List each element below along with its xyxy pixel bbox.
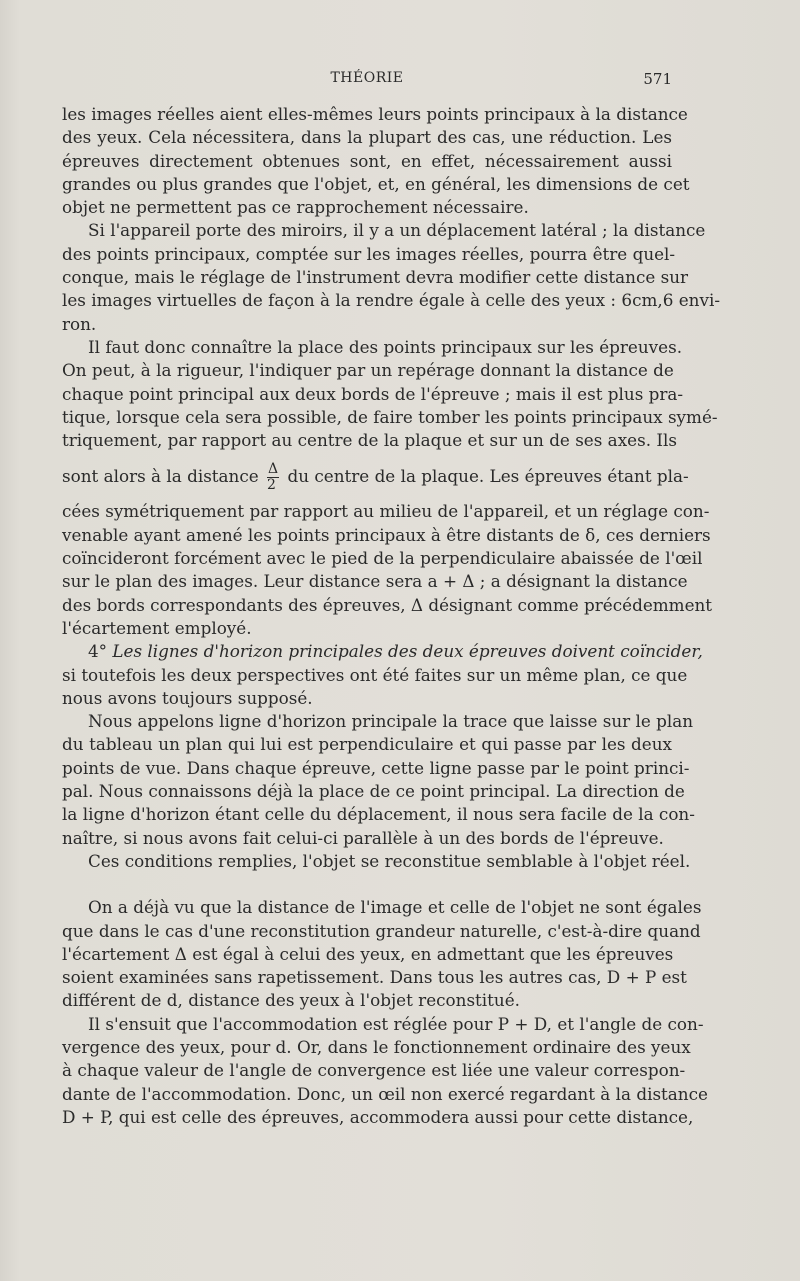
item-number: 4° [88,641,113,662]
page-number: 571 [643,70,672,88]
text-line: Nous appelons ligne d'horizon principale la trace que laisse sur le plan [88,711,694,732]
text-line: On peut, à la rigueur, l'indiquer par un repérage donnant la distance de [62,360,674,381]
text-line: ron. [62,313,97,334]
text-line: nous avons toujours supposé. [62,687,313,708]
text-line: On a déjà vu que la distance de l'image et celle de l'objet ne sont égales [88,897,702,918]
text-line: que dans le cas d'une reconstitution grandeur naturelle, c'est-à-dire quand [62,920,701,941]
paragraph-7 [62,896,702,1012]
text-line: différent de d, distance des yeux à l'objet reconstitué. [62,990,520,1011]
text-line: coïncideront forcément avec le pied de la perpendiculaire abaissée de l'œil [62,548,703,569]
text-line: naître, si nous avons fait celui-ci parallèle à un des bords de l'épreuve. [62,827,664,848]
running-title: THÉORIE [330,70,404,86]
text-line: Il faut donc connaître la place des points principaux sur les épreuves. [88,336,683,357]
text-line: des bords correspondants des épreuves, Δ désignant comme précédemment [62,594,713,615]
paragraph-2 [62,219,721,335]
text-line: Si l'appareil porte des miroirs, il y a un déplacement latéral ; la distance [88,220,706,241]
text-line: les images réelles aient elles-mêmes leurs points principaux à la distance [62,104,688,124]
italic-statement: Les lignes d'horizon principales des deux épreuves doivent coïncider, [112,641,703,662]
text-line: venable ayant amené les points principaux à être distants de δ, ces derniers [62,524,711,545]
text-line: points de vue. Dans chaque épreuve, cette ligne passe par le point princi- [62,757,690,778]
text-line: du tableau un plan qui lui est perpendiculaire et qui passe par les deux [62,734,672,755]
text-line: grandes ou plus grandes que l'objet, et, en général, les dimensions de cet [62,173,690,194]
text-line: sur le plan des images. Leur distance sera a + Δ ; a désignant la distance [62,571,688,592]
text-line: des yeux. Cela nécessitera, dans la plupart des cas, une réduction. Les [62,127,672,148]
text-line: cées symétriquement par rapport au milieu de l'appareil, et un réglage con- [62,501,710,522]
text-line: épreuves directement obtenues sont, en effet, nécessairement aussi [62,150,672,171]
running-header [62,70,672,94]
text-line: objet ne permettent pas ce rapprochement nécessaire. [62,197,529,218]
text-line: triquement, par rapport au centre de la plaque et sur un de ses axes. Ils [62,430,677,451]
text-line: à chaque valeur de l'angle de convergence est liée une valeur correspon- [62,1060,686,1081]
text-line: Ces conditions remplies, l'objet se reconstitue semblable à l'objet réel. [88,850,691,871]
text-line: si toutefois les deux perspectives ont été faites sur un même plan, ce que [62,664,688,685]
text-line: les images virtuelles de façon à la rendre égale à celle des yeux : 6cm,6 envi- [62,290,721,311]
text-line: l'écartement employé. [62,617,252,638]
fraction-line-after: du centre de la plaque. Les épreuves étant pla- [287,466,689,487]
text-line: Il s'ensuit que l'accommodation est réglée pour P + D, et l'angle de con- [88,1013,704,1034]
text-line: conque, mais le réglage de l'instrument devra modifier cette distance sur [62,267,689,288]
paragraph-8 [62,1013,708,1129]
text-line: la ligne d'horizon étant celle du déplacement, il nous sera facile de la con- [62,804,695,825]
fraction-denominator: 2 [267,477,276,494]
fraction-numerator: Δ [268,461,279,478]
page-body [62,103,721,1129]
paragraph-5 [62,710,695,850]
text-line: pal. Nous connaissons déjà la place de ce point principal. La direction de [62,781,685,802]
numbered-italic-line [62,640,703,663]
fraction-delta-over-two [267,462,279,493]
paragraph-1 [62,103,690,219]
paragraph-3 [62,336,718,640]
text-line: soient examinées sans rapetissement. Dans tous les autres cas, D + P est [62,967,687,988]
paragraph-6 [62,850,691,873]
fraction-line-before: sont alors à la distance [62,466,259,487]
text-line: des points principaux, comptée sur les images réelles, pourra être quel- [62,243,676,264]
text-line: D + P, qui est celle des épreuves, accommodera aussi pour cette distance, [62,1106,694,1127]
fraction-line [62,452,689,500]
text-line: chaque point principal aux deux bords de l'épreuve ; mais il est plus pra- [62,383,684,404]
paragraph-4 [62,640,703,710]
text-line: vergence des yeux, pour d. Or, dans le fonctionnement ordinaire des yeux [62,1036,691,1057]
text-line: tique, lorsque cela sera possible, de faire tomber les points principaux symé- [62,406,718,427]
text-line: dante de l'accommodation. Donc, un œil non exercé regardant à la distance [62,1083,708,1104]
text-line: l'écartement Δ est égal à celui des yeux, en admettant que les épreuves [62,943,674,964]
